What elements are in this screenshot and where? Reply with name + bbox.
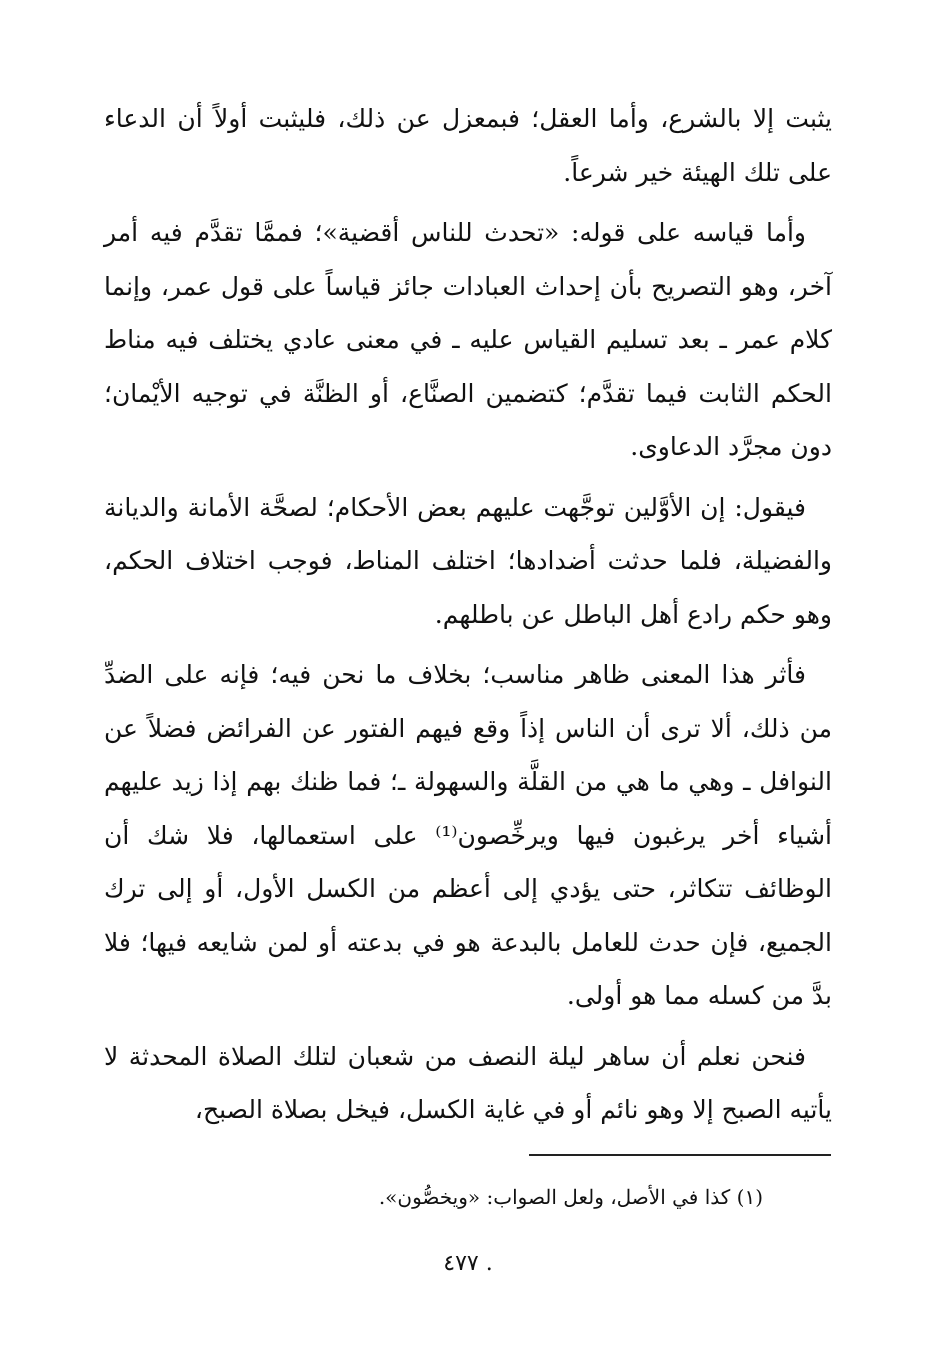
footnote: (١) كذا في الأصل، ولعل الصواب: «ويخصُّون». [378, 1185, 763, 1209]
main-text [104, 92, 832, 1144]
paragraph-5: فنحن نعلم أن ساهر ليلة النصف من شعبان لتلك الصلاة المحدثة لا يأتيه الصبح إلا وهو نائم أو في غاية الكسل، فيخل بصلاة الصبح، [104, 1041, 832, 1124]
page-number: . ٤٧٧ [443, 1251, 493, 1276]
paragraph-3: فيقول: إن الأوَّلين توجَّهت عليهم بعض الأحكام؛ لصحَّة الأمانة والديانة والفضيلة، فلما حدثت أضدادها؛ اختلف المناط، فوجب اختلاف الحكم، وهو حكم رادع أهل الباطل عن باطلهم. [104, 492, 832, 629]
footnote-separator [529, 1154, 831, 1156]
paragraph-2: وأما قياسه على قوله: «تحدث للناس أقضية»؛ فممَّا تقدَّم فيه أمر آخر، وهو التصريح بأن إحداث العبادات جائز قياساً على قول عمر، وإنما كلام عمر ـ بعد تسليم القياس عليه ـ في معنى عادي يختلف فيه مناط الحكم الثابت فيما تقدَّم؛ كتضمين الصنَّاع، أو الظنَّة في توجيه الأيْمان؛ دون مجرَّد الدعاوى. [104, 218, 832, 461]
paragraph-1: يثبت إلا بالشرع، وأما العقل؛ فبمعزل عن ذلك، فليثبت أولاً أن الدعاء على تلك الهيئة خير شرعاً. [104, 104, 832, 187]
paragraph-4: فأثر هذا المعنى ظاهر مناسب؛ بخلاف ما نحن فيه؛ فإنه على الضدِّ من ذلك، ألا ترى أن الناس إذاً وقع فيهم الفتور عن الفرائض فضلاً عن النوافل ـ وهي ما هي من القلَّة والسهولة ـ؛ فما ظنك بهم إذا زيد عليهم أشياء أخر يرغبون فيها ويرخِّصون⁽¹⁾ على استعمالها، فلا شك أن الوظائف تتكاثر، حتى يؤدي إلى أعظم من الكسل الأول، أو إلى ترك الجميع، فإن حدث للعامل بالبدعة هو في بدعته أو لمن شايعه فيها؛ فلا بدَّ من كسله مما هو أولى. [104, 660, 832, 1010]
